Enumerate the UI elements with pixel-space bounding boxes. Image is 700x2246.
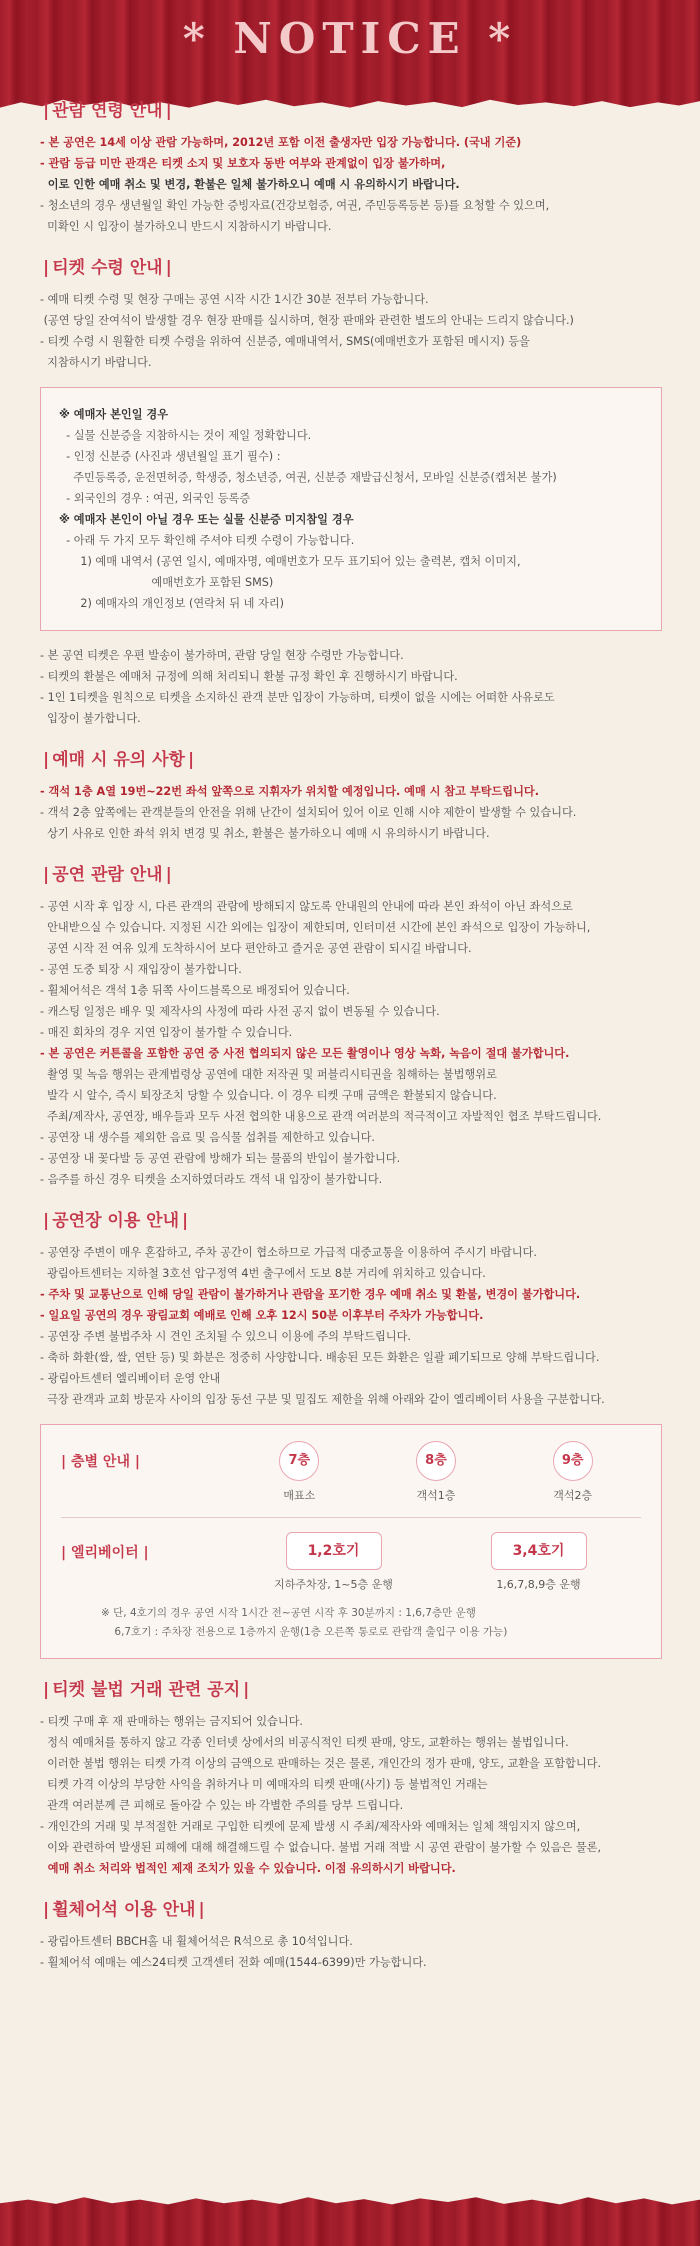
section-title: | 공연 관람 안내 | (43, 865, 172, 885)
text-line: 상기 사유로 인한 좌석 위치 변경 및 취소, 환불은 불가하오니 예매 시 유의하시기 바랍니다. (40, 827, 490, 840)
section-title: | 휠체어석 이용 안내 | (43, 1900, 205, 1920)
section-illegal-trade (40, 1679, 662, 1879)
text-line: - 주차 및 교통난으로 인해 당일 관람이 불가하거나 관람을 포기한 경우 예매 취소 및 환불, 변경이 불가합니다. (40, 1288, 581, 1301)
text-line: 주최/제작사, 공연장, 배우들과 모두 사전 협의한 내용으로 관객 여러분의 적극적이고 자발적인 협조 부탁드립니다. (40, 1110, 602, 1123)
box-line: - 실물 신분증을 지참하시는 것이 제일 정확합니다. (59, 429, 312, 442)
elevator-item (259, 1532, 409, 1592)
text-line: - 공연장 주변 불법주차 시 견인 조치될 수 있으니 이용에 주의 부탁드립니다. (40, 1330, 411, 1343)
text-line: 정식 예매처를 통하지 않고 각종 인터넷 상에서의 비공식적인 티켓 판매, 양도, 교환하는 행위는 불법입니다. (40, 1736, 569, 1749)
text-line: 공연 시작 전 여유 있게 도착하시어 보다 편안하고 즐거운 공연 관람이 되시길 바랍니다. (40, 942, 472, 955)
text-line: 입장이 불가합니다. (40, 712, 141, 725)
box-line: - 아래 두 가지 모두 확인해 주셔야 티켓 수령이 가능합니다. (59, 534, 355, 547)
floor-desc: 매표소 (283, 1489, 316, 1502)
text-line: 이와 관련하여 발생된 피해에 대해 해결해드릴 수 없습니다. 불법 거래 적발 시 공연 관람이 불가할 수 있음은 물론, (40, 1841, 602, 1854)
elevator-label: | 엘리베이터 | (61, 1545, 149, 1561)
section-booking (40, 749, 662, 844)
text-line: - 본 공연은 14세 이상 관람 가능하며, 2012년 포함 이전 출생자만 입장 가능합니다. (국내 기준) (40, 136, 522, 149)
text-line: - 음주를 하신 경우 티켓을 소지하였더라도 객석 내 입장이 불가합니다. (40, 1173, 383, 1186)
section-title: | 예매 시 유의 사항 | (43, 750, 195, 770)
text-line: 이러한 불법 행위는 티켓 가격 이상의 금액으로 판매하는 것은 물론, 개인간의 정가 판매, 양도, 교환을 포함합니다. (40, 1757, 602, 1770)
box-line: 예매번호가 포함된 SMS) (59, 576, 274, 589)
floor-badge: 9층 (553, 1441, 593, 1481)
text-line: (공연 당일 잔여석이 발생할 경우 현장 판매를 실시하며, 현장 판매와 관련한 별도의 안내는 드리지 않습니다.) (40, 314, 574, 327)
floor-badge: 8층 (416, 1441, 456, 1481)
text-line: - 1인 1티켓을 원칙으로 티켓을 소지하신 관객 분만 입장이 가능하며, 티켓이 없을 시에는 어떠한 사유로도 (40, 691, 555, 704)
section-venue (40, 1210, 662, 1659)
section-title: | 티켓 불법 거래 관련 공지 | (43, 1680, 250, 1700)
text-line: - 예매 티켓 수령 및 현장 구매는 공연 시작 시간 1시간 30분 전부터 가능합니다. (40, 293, 429, 306)
text-line: 광림아트센터는 지하철 3호선 압구정역 4번 출구에서 도보 8분 거리에 위치하고 있습니다. (40, 1267, 486, 1280)
header-banner (0, 0, 700, 112)
footer-banner (0, 2194, 700, 2246)
text-line: - 매진 회차의 경우 지연 입장이 불가할 수 있습니다. (40, 1026, 293, 1039)
text-line: - 본 공연은 커튼콜을 포함한 공연 중 사전 협의되지 않은 모든 촬영이나 영상 녹화, 녹음이 절대 불가합니다. (40, 1047, 570, 1060)
text-line: - 청소년의 경우 생년월일 확인 가능한 증빙자료(건강보험증, 여권, 주민등록등본 등)를 요청할 수 있으며, (40, 199, 550, 212)
elevator-badge: 1,2호기 (286, 1532, 382, 1570)
text-line: - 일요일 공연의 경우 광림교회 예배로 인해 오후 12시 50분 이후부터 주차가 가능합니다. (40, 1309, 484, 1322)
section-title: | 관람 연령 안내 | (43, 101, 172, 121)
text-line: - 공연장 주변이 매우 혼잡하고, 주차 공간이 협소하므로 가급적 대중교통을 이용하여 주시기 바랍니다. (40, 1246, 537, 1259)
box-line: ※ 예매자 본인이 아닐 경우 또는 실물 신분증 미지참일 경우 (59, 513, 354, 526)
elevator-note: ※ 단, 4호기의 경우 공연 시작 1시간 전~공연 시작 후 30분까지 : 1,6,7층만 운행 6,7호기 : 주차장 전용으로 1층까지 운행(1층 오른쪽 통로로 관람객 출입구 이용 가능) (101, 1607, 508, 1638)
box-line: 2) 예매자의 개인정보 (연락처 뒤 네 자리) (59, 597, 285, 610)
main-content (40, 100, 662, 1993)
text-line: - 캐스팅 일정은 배우 및 제작사의 사정에 따라 사전 공지 없이 변동될 수 있습니다. (40, 1005, 440, 1018)
section-title: | 공연장 이용 안내 | (43, 1211, 189, 1231)
text-line: 티켓 가격 이상의 부당한 사익을 취하거나 미 예매자의 티켓 판매(사기) 등 불법적인 거래는 (40, 1778, 488, 1791)
text-line: 촬영 및 녹음 행위는 관계법령상 공연에 대한 저작권 및 퍼블리시티권을 침해하는 불법행위로 (40, 1068, 497, 1081)
section-ticket (40, 257, 662, 729)
text-line: - 본 공연 티켓은 우편 발송이 불가하며, 관람 당일 현장 수령만 가능합니다. (40, 649, 404, 662)
floor-row (61, 1441, 641, 1503)
text-line: 발각 시 알수, 즉시 퇴장조치 당할 수 있습니다. 이 경우 티켓 구매 금액은 환불되지 않습니다. (40, 1089, 497, 1102)
section-title: | 티켓 수령 안내 | (43, 258, 172, 278)
elevator-item (464, 1532, 614, 1592)
text-line: - 휠체어석 예매는 예스24티켓 고객센터 전화 예매(1544-6399)만 가능합니다. (40, 1956, 427, 1969)
floor-badge: 7층 (279, 1441, 319, 1481)
floor-label: | 층별 안내 | (61, 1454, 140, 1470)
text-line: 지참하시기 바랍니다. (40, 356, 152, 369)
text-line: - 공연 시작 후 입장 시, 다른 관객의 관람에 방해되지 않도록 안내원의 안내에 따라 본인 좌석이 아닌 좌석으로 (40, 900, 573, 913)
box-line: - 외국인의 경우 : 여권, 외국인 등록증 (59, 492, 251, 505)
elevator-badge: 3,4호기 (491, 1532, 587, 1570)
id-requirements-box (40, 387, 662, 631)
text-line: - 휠체어석은 객석 1층 뒤쪽 사이드블록으로 배정되어 있습니다. (40, 984, 350, 997)
text-line: - 공연장 내 꽃다발 등 공연 관람에 방해가 되는 물품의 반입이 불가합니다. (40, 1152, 401, 1165)
floor-item (381, 1441, 491, 1503)
text-line: 관객 여러분께 큰 피해로 돌아갈 수 있는 바 각별한 주의를 당부 드립니다. (40, 1799, 404, 1812)
text-line: - 객석 2층 앞쪽에는 관객분들의 안전을 위해 난간이 설치되어 있어 이로 인해 시야 제한이 발생할 수 있습니다. (40, 806, 577, 819)
box-line: 주민등록증, 운전면허증, 학생증, 청소년증, 여권, 신분증 재발급신청서, 모바일 신분증(캡처본 불가) (59, 471, 557, 484)
page-title: * NOTICE * (182, 14, 518, 63)
floor-item (244, 1441, 354, 1503)
text-line: 이로 인한 예매 취소 및 변경, 환불은 일체 불가하오니 예매 시 유의하시기 바랍니다. (40, 178, 460, 191)
floor-item (518, 1441, 628, 1503)
floor-desc: 객석1층 (416, 1489, 456, 1502)
text-line: 미확인 시 입장이 불가하오니 반드시 지참하시기 바랍니다. (40, 220, 332, 233)
text-line: - 관람 등급 미만 관객은 티켓 소지 및 보호자 동반 여부와 관계없이 입장 불가하며, (40, 157, 446, 170)
text-line: - 공연 도중 퇴장 시 재입장이 불가합니다. (40, 963, 242, 976)
text-line: 극장 관객과 교회 방문자 사이의 입장 동선 구분 및 밀집도 제한을 위해 아래와 같이 엘리베이터 사용을 구분합니다. (40, 1393, 605, 1406)
section-age (40, 100, 662, 237)
text-line: 안내받으실 수 있습니다. 지정된 시간 외에는 입장이 제한되며, 인터미션 시간에 본인 좌석으로 입장이 가능하니, (40, 921, 591, 934)
text-line: - 축하 화환(쌀, 쌀, 연탄 등) 및 화분은 정중히 사양합니다. 배송된 모든 화환은 일괄 폐기되므로 양해 부탁드립니다. (40, 1351, 600, 1364)
elevator-desc: 지하주차장, 1~5층 운행 (274, 1578, 393, 1591)
floor-desc: 객석2층 (553, 1489, 593, 1502)
elevator-row (61, 1532, 641, 1592)
box-line: ※ 예매자 본인일 경우 (59, 408, 169, 421)
text-line: 예매 취소 처리와 법적인 제재 조치가 있을 수 있습니다. 이점 유의하시기 바랍니다. (40, 1862, 456, 1875)
text-line: - 티켓 수령 시 원활한 티켓 수령을 위하여 신분증, 예매내역서, SMS(예매번호가 포함된 메시지) 등을 (40, 335, 530, 348)
torn-edge-bottom (0, 2190, 700, 2214)
text-line: - 공연장 내 생수를 제외한 음료 및 음식물 섭취를 제한하고 있습니다. (40, 1131, 375, 1144)
section-wheelchair (40, 1899, 662, 1973)
section-viewing (40, 864, 662, 1190)
box-line: 1) 예매 내역서 (공연 일시, 예매자명, 예매번호가 모두 표기되어 있는 출력본, 캡처 이미지, (59, 555, 521, 568)
box-line: - 인정 신분증 (사진과 생년월일 표기 필수) : (59, 450, 281, 463)
elevator-desc: 1,6,7,8,9층 운행 (496, 1578, 581, 1591)
text-line: - 객석 1층 A열 19번~22번 좌석 앞쪽으로 지휘자가 위치할 예정입니다. 예매 시 참고 부탁드립니다. (40, 785, 539, 798)
text-line: - 광림아트센터 BBCH홀 내 휠체어석은 R석으로 총 10석입니다. (40, 1935, 353, 1948)
divider (61, 1517, 641, 1518)
text-line: - 티켓의 환불은 예매처 규정에 의해 처리되니 환불 규정 확인 후 진행하시기 바랍니다. (40, 670, 458, 683)
text-line: - 개인간의 거래 및 부적절한 거래로 구입한 티켓에 문제 발생 시 주최/제작사와 예매처는 일체 책임지지 않으며, (40, 1820, 581, 1833)
text-line: - 광림아트센터 엘리베이터 운영 안내 (40, 1372, 221, 1385)
text-line: - 티켓 구매 후 재 판매하는 행위는 금지되어 있습니다. (40, 1715, 303, 1728)
floor-guide-box (40, 1424, 662, 1659)
